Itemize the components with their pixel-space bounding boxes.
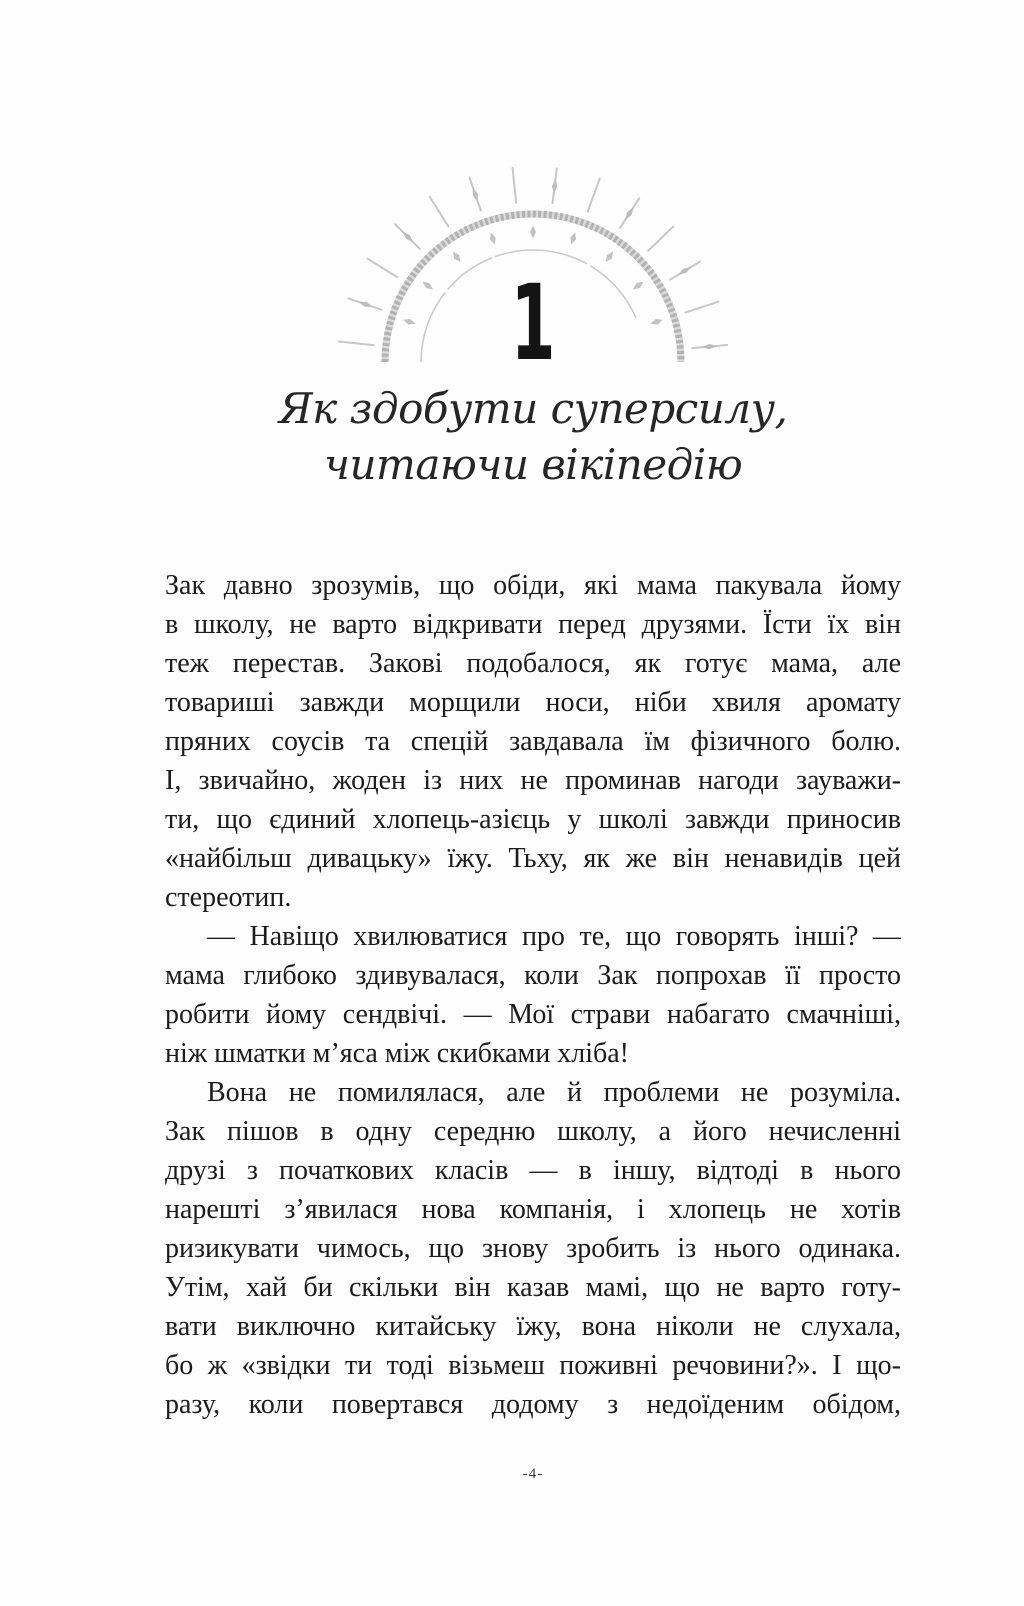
body-line: разу, коли повертався додому з недоїденим обідом, [165, 1389, 901, 1420]
body-line: робити йому сендвічі. — Мої страви набагато смачніші, [165, 999, 901, 1030]
body-line: стереотип. [165, 882, 292, 913]
body-line: «найбільш дивацьку» їжу. Тьху, як же він ненавидів цей [165, 843, 901, 874]
body-line: Утім, хай би скільки він казав мамі, що не варто готу- [165, 1272, 901, 1303]
body-line: в школу, не варто відкривати перед друзями. Їсти їх він [165, 609, 901, 640]
chapter-title [165, 381, 901, 493]
body-line: Зак пішов в одну середню школу, а його нечисленні [165, 1116, 901, 1147]
body-line: ризикувати чимось, що знову зробить із нього одинака. [165, 1233, 901, 1264]
body-line: мама глибоко здивувалася, коли Зак попрохав її просто [165, 960, 901, 991]
body-text [165, 566, 901, 1424]
page-number: -4- [522, 1466, 544, 1482]
chapter-title-line2: читаючи вікіпедію [323, 440, 743, 489]
body-line: — Навіщо хвилюватися про те, що говорять інші? — [207, 921, 901, 952]
svg-text:1: 1 [510, 264, 556, 370]
body-line: бо ж «звідки ти тоді візьмеш поживні речовини?». І що- [165, 1350, 901, 1381]
sunburst-ornament [333, 130, 733, 370]
body-line: І, звичайно, жоден із них не проминав нагоди зауважи- [165, 765, 901, 796]
body-line: ніж шматки м’яса між скибками хліба! [165, 1038, 630, 1069]
body-line: Вона не помилялася, але й проблеми не розуміла. [207, 1077, 901, 1108]
chapter-number [511, 264, 556, 370]
body-line: вати виключно китайську їжу, вона ніколи не слухала, [165, 1311, 901, 1342]
body-line: нарешті з’явилася нова компанія, і хлопець не хотів [165, 1194, 901, 1225]
chapter-title-line1: Як здобути суперсилу, [278, 384, 788, 433]
body-line: товариші завжди морщили носи, ніби хвиля аромату [165, 687, 901, 718]
body-line: теж перестав. Закові подобалося, як готує мама, але [165, 648, 901, 679]
body-line: ти, що єдиний хлопець-азієць у школі завжди приносив [165, 804, 901, 835]
body-line: Зак давно зрозумів, що обіди, які мама пакувала йому [165, 570, 901, 601]
body-line: пряних соусів та спецій завдавала їм фізичного болю. [165, 726, 901, 757]
body-line: друзі з початкових класів — в іншу, відтоді в нього [165, 1155, 901, 1186]
